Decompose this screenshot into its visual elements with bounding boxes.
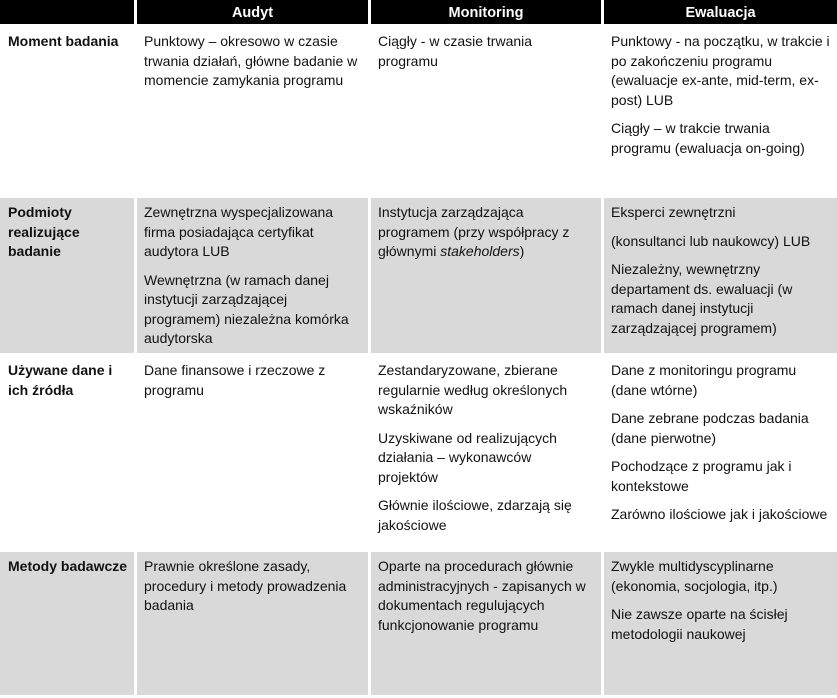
cell-monitoring	[371, 552, 604, 698]
cell-audyt	[137, 356, 371, 552]
cell-paragraph: Zewnętrzna wyspecjalizowana firma posiadająca certyfikat audytora LUB	[144, 204, 334, 259]
cell-paragraph	[378, 203, 595, 262]
cell-paragraph: Dane finansowe i rzeczowe z programu	[144, 362, 326, 398]
cell-audyt	[137, 552, 371, 698]
cell-paragraph: Wewnętrzna (w ramach danej instytucji zarządzającej programem) niezależna komórka audytorska	[144, 271, 349, 346]
cell-paragraph: Punktowy – okresowo w czasie trwania działań, główne badanie w momencie zamykania programu	[144, 33, 358, 88]
cell-paragraph: Ciągły - w czasie trwania programu	[378, 33, 533, 69]
row-metody-badawcze	[0, 552, 837, 698]
cell-monitoring	[371, 27, 604, 198]
row-label: Moment badania	[0, 27, 137, 198]
header-monitoring: Monitoring	[371, 0, 604, 27]
header-ewaluacja: Ewaluacja	[604, 0, 837, 27]
header-corner-cell	[0, 0, 137, 27]
header-row	[0, 0, 837, 27]
row-uzywane-dane	[0, 356, 837, 552]
cell-paragraph: Eksperci zewnętrzni	[611, 204, 736, 220]
cell-paragraph: Uzyskiwane od realizujących działania – wykonawców projektów	[378, 429, 557, 485]
row-podmioty	[0, 198, 837, 356]
cell-paragraph: Zestandaryzowane, zbierane regularnie według określonych wskaźników	[378, 362, 568, 417]
cell-paragraph: Pochodzące z programu jak i kontekstowe	[611, 458, 792, 494]
cell-ewaluacja	[604, 198, 837, 356]
cell-ewaluacja	[604, 356, 837, 552]
header-audyt: Audyt	[137, 0, 371, 27]
cell-paragraph: Oparte na procedurach głównie administracyjnych - zapisanych w dokumentach regulujących funkcjonowanie programu	[378, 558, 586, 633]
text-run: )	[519, 243, 525, 259]
cell-paragraph: Zwykle multidyscyplinarne (ekonomia, socjologia, itp.)	[611, 558, 778, 594]
cell-paragraph: Niezależny, wewnętrzny departament ds. ewaluacji (w ramach danej instytucji zarządzającej programem)	[611, 261, 793, 336]
cell-audyt	[137, 27, 371, 198]
cell-paragraph: (konsultanci lub naukowcy) LUB	[611, 232, 811, 249]
cell-paragraph: Ciągły – w trakcie trwania programu (ewaluacja on-going)	[611, 120, 805, 156]
cell-monitoring	[371, 356, 604, 552]
cell-paragraph: Punktowy - na początku, w trakcie i po zakończeniu programu (ewaluacje ex-ante, mid-term, ex-post) LUB	[611, 33, 830, 108]
row-moment-badania	[0, 27, 837, 198]
cell-paragraph: Dane z monitoringu programu (dane wtórne)	[611, 362, 797, 398]
cell-paragraph: Zarówno ilościowe jak i jakościowe	[611, 506, 828, 522]
row-label: Metody badawcze	[0, 552, 137, 698]
cell-monitoring	[371, 198, 604, 356]
cell-paragraph: Głównie ilościowe, zdarzają się jakościowe	[378, 497, 572, 533]
row-label: Podmioty realizujące badanie	[0, 198, 137, 356]
text-run: Instytucja zarządzająca programem (przy współpracy z głównymi	[378, 204, 570, 259]
row-label: Używane dane i ich źródła	[0, 356, 137, 552]
cell-ewaluacja	[604, 552, 837, 698]
cell-paragraph: Dane zebrane podczas badania (dane pierwotne)	[611, 410, 809, 446]
cell-paragraph: Prawnie określone zasady, procedury i metody prowadzenia badania	[144, 558, 347, 613]
cell-paragraph: Nie zawsze oparte na ścisłej metodologii naukowej	[611, 606, 788, 642]
cell-ewaluacja	[604, 27, 837, 198]
emphasized-term: stakeholders	[440, 243, 520, 259]
cell-audyt	[137, 198, 371, 356]
